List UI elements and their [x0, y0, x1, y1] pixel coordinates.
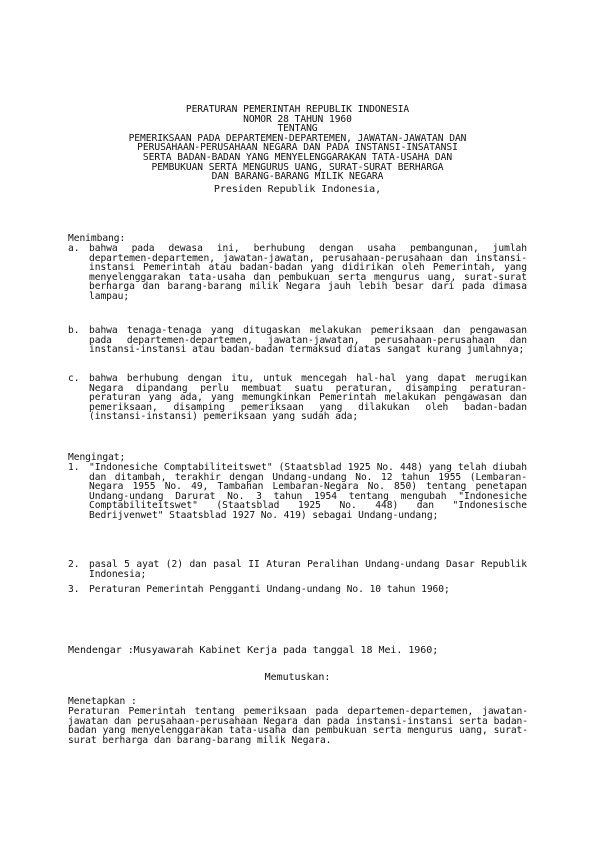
menimbang-item-b [68, 326, 528, 355]
item-marker: b. [68, 325, 80, 336]
item-marker: a. [68, 243, 80, 254]
menetapkan-label: Menetapkan : [68, 696, 137, 707]
item-marker: c. [68, 373, 80, 384]
mendengar-clause: Mendengar :Musyawarah Kabinet Kerja pada tanggal 18 Mei. 1960; [68, 645, 439, 656]
title-line: DAN BARANG-BARANG MILIK NEGARA [211, 171, 384, 183]
memutuskan-heading: Memutuskan: [264, 672, 331, 683]
item-text: bahwa tenaga-tenaga yang ditugaskan melakukan pemeriksaan dan pengawasan pada departemen-departemen, jawatan-jawatan, perusahaan-perusahaan dan instansi-instansi atau badan-badan termaksud diatas sangat kurang jumlahnya; [89, 325, 527, 356]
mengingat-label: Mengingat; [68, 452, 126, 463]
document-title [60, 105, 535, 182]
president-heading: Presiden Republik Indonesia, [213, 184, 382, 195]
menimbang-label: Menimbang: [68, 233, 126, 244]
mengingat-item-3 [68, 585, 528, 595]
mengingat-item-1 [68, 463, 528, 521]
item-text: pasal 5 ayat (2) dan pasal II Aturan Peralihan Undang-undang Dasar Republik Indonesia; [89, 559, 527, 580]
title-line: NOMOR 28 TAHUN 1960 [243, 113, 352, 125]
menimbang-item-c [68, 374, 528, 422]
title-line: SERTA BADAN-BADAN YANG MENYELENGGARAKAN TATA-USAHA DAN [142, 151, 453, 163]
mengingat-item-2 [68, 560, 528, 579]
title-line: PERATURAN PEMERINTAH REPUBLIK INDONESIA [185, 104, 410, 115]
title-line: PEMBUKUAN SERTA MENGURUS UANG, SURAT-SURAT BERHARGA [151, 161, 444, 173]
item-marker: 2. [68, 559, 80, 570]
title-line: TENTANG [277, 123, 318, 135]
menimbang-item-a [68, 244, 528, 302]
item-text: Peraturan Pemerintah Pengganti Undang-undang No. 10 tahun 1960; [89, 584, 450, 595]
title-line: PEMERIKSAAN PADA DEPARTEMEN-DEPARTEMEN, JAWATAN-JAWATAN DAN [128, 132, 467, 144]
item-text: bahwa pada dewasa ini, berhubung dengan usaha pembangunan, jumlah departemen-departemen, jawatan-jawatan, perusahaan-perusahaan dan instansi-instansi Pemerintah atau badan-badan yang didirikan oleh Pemerintah, yang menyelenggarakan tata-usaha dan pembukuan serta mengurus uang, surat-surat berharga dan barang-barang milik Negara jauh lebih besar dari pada dimasa lampau; [89, 243, 527, 302]
menetapkan-text: Peraturan Pemerintah tentang pemeriksaan pada departemen-departemen, jawatan-jawatan dan perusahaan-perusahaan Negara dan pada instansi-instansi serta badan-badan yang menyelenggarakan tata-usaha dan pembukuan serta mengurus uang, surat-surat berharga dan barang-barang milik Negara. [68, 706, 528, 746]
item-marker: 3. [68, 584, 80, 595]
item-marker: 1. [68, 462, 80, 473]
item-text: bahwa berhubung dengan itu, untuk mencegah hal-hal yang dapat merugikan Negara dipandang perlu membuat suatu peraturan, disamping peraturan-peraturan yang ada, yang memungkinkan Pemerintah melakukan pengawasan dan pemeriksaan, disamping pemeriksaan yang dilakukan oleh badan-badan (instansi-instansi) pemeriksaan yang sudah ada; [89, 373, 527, 423]
item-text: "Indonesiche Comptabiliteitswet" (Staatsblad 1925 No. 448) yang telah diubah dan ditambah, terakhir dengan Undang-undang No. 12 tahun 1955 (Lembaran-Negara 1955 No. 49, Tambahan Lembaran-Negara No. 850) tentang penetapan Undang-undang Darurat No. 3 tahun 1954 tentang mengubah "Indonesiche Comptabiliteitswet" (Staatsblad 1925 No. 448) dan "Indonesische Bedrijvenwet" Staatsblad 1927 No. 419) sebagai Undang-undang; [89, 462, 527, 521]
title-line: PERUSAHAAN-PERUSAHAAN NEGARA DAN PADA INSTANSI-INSATANSI [137, 142, 458, 154]
